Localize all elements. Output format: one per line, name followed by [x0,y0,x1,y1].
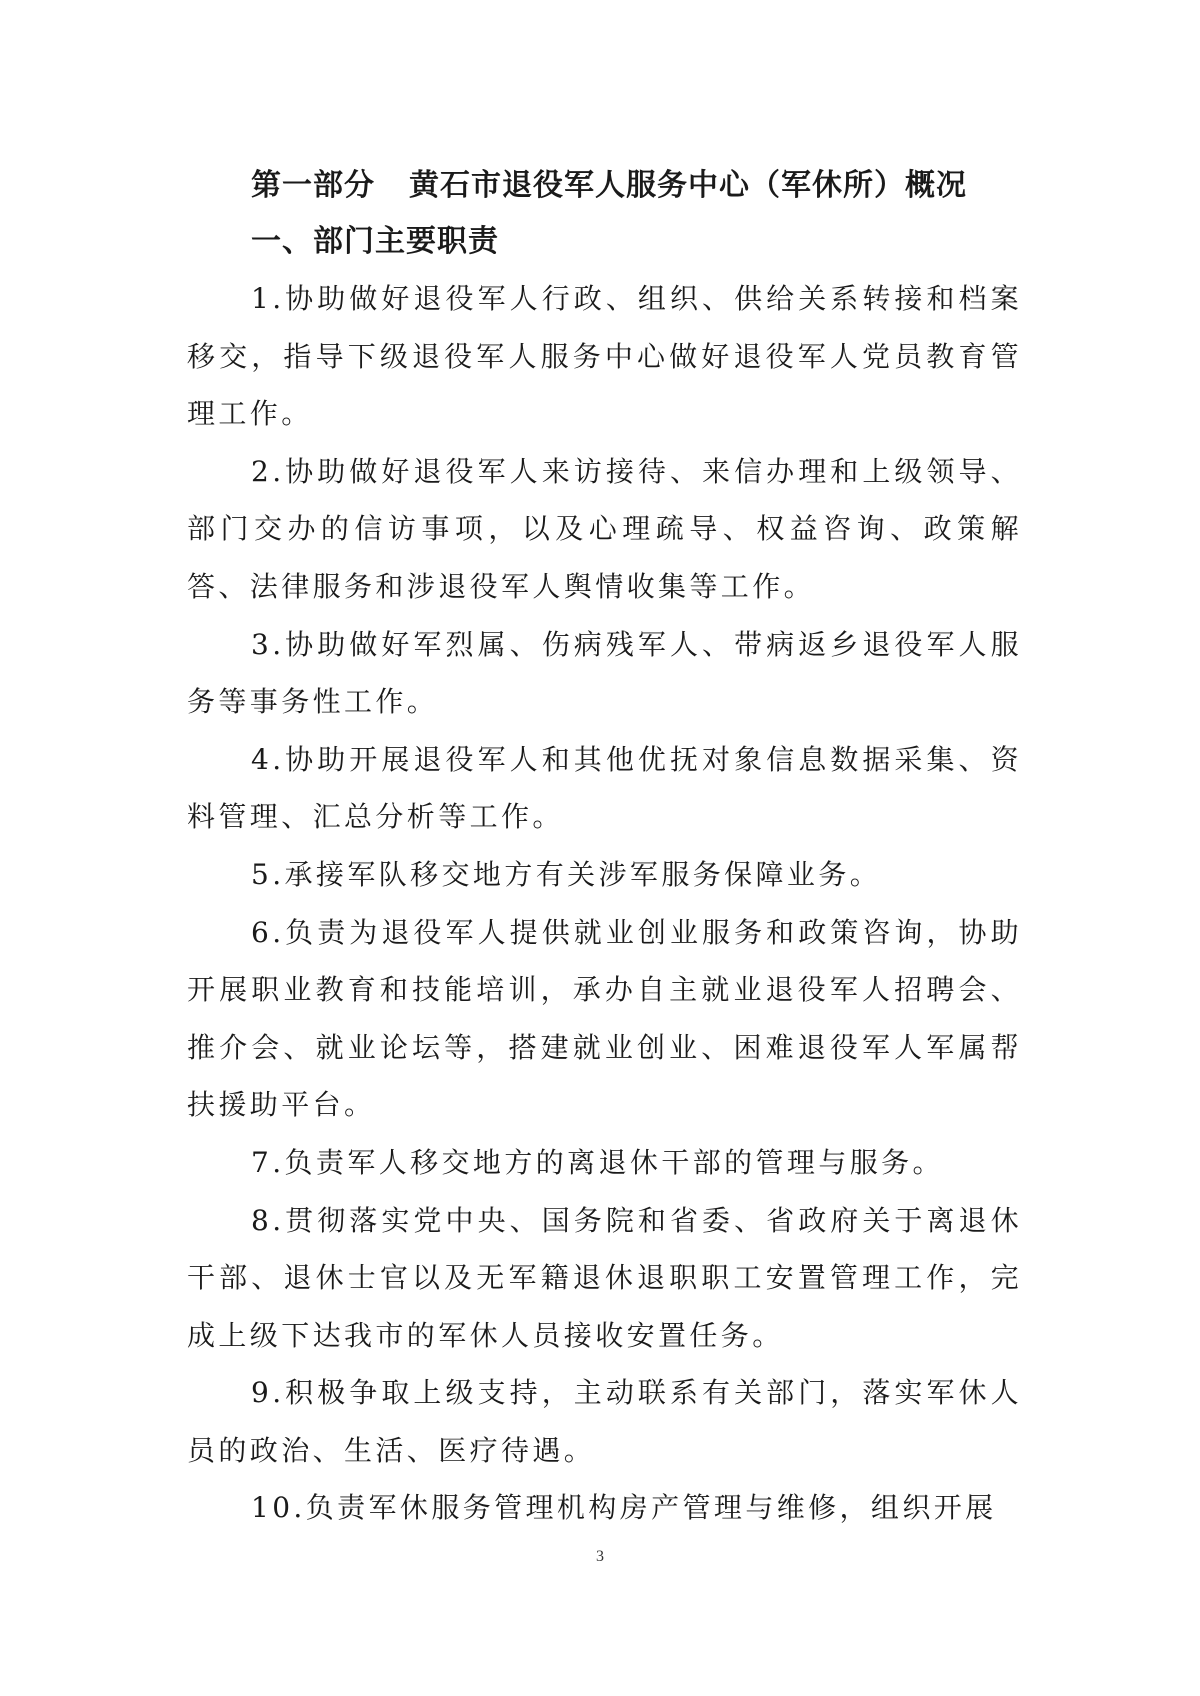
paragraph-4: 4.协助开展退役军人和其他优抚对象信息数据采集、资料管理、汇总分析等工作。 [187,742,1022,834]
part-title-main: 黄石市退役军人服务中心（军休所）概况 [409,168,967,203]
paragraph-5: 5.承接军队移交地方有关涉军服务保障业务。 [251,857,882,891]
paragraph-9: 9.积极争取上级支持，主动联系有关部门，落实军休人员的政治、生活、医疗待遇。 [187,1376,1022,1467]
paragraph-1: 1.协助做好退役军人行政、组织、供给关系转接和档案移交，指导下级退役军人服务中心做好退役军人党员教育管理工作。 [187,282,1022,431]
section-heading: 一、部门主要职责 [251,224,499,259]
part-title-prefix: 第一部分 [251,168,375,203]
paragraph-10: 10.负责军休服务管理机构房产管理与维修，组织开展 [251,1491,997,1525]
paragraph-8: 8.贯彻落实党中央、国务院和省委、省政府关于离退休干部、退休士官以及无军籍退休退职职工安置管理工作，完成上级下达我市的军休人员接收安置任务。 [187,1203,1022,1352]
part-title [251,158,1022,214]
page-content [187,158,1022,1537]
paragraph-7: 7.负责军人移交地方的离退休干部的管理与服务。 [251,1145,944,1179]
paragraph-6: 6.负责为退役军人提供就业创业服务和政策咨询，协助开展职业教育和技能培训，承办自主就业退役军人招聘会、推介会、就业论坛等，搭建就业创业、困难退役军人军属帮扶援助平台。 [187,915,1022,1122]
page-number: 3 [596,1548,604,1565]
paragraph-2: 2.协助做好退役军人来访接待、来信办理和上级领导、部门交办的信访事项，以及心理疏导、权益咨询、政策解答、法律服务和涉退役军人舆情收集等工作。 [187,454,1022,603]
paragraph-3: 3.协助做好军烈属、伤病残军人、带病返乡退役军人服务等事务性工作。 [187,627,1022,719]
